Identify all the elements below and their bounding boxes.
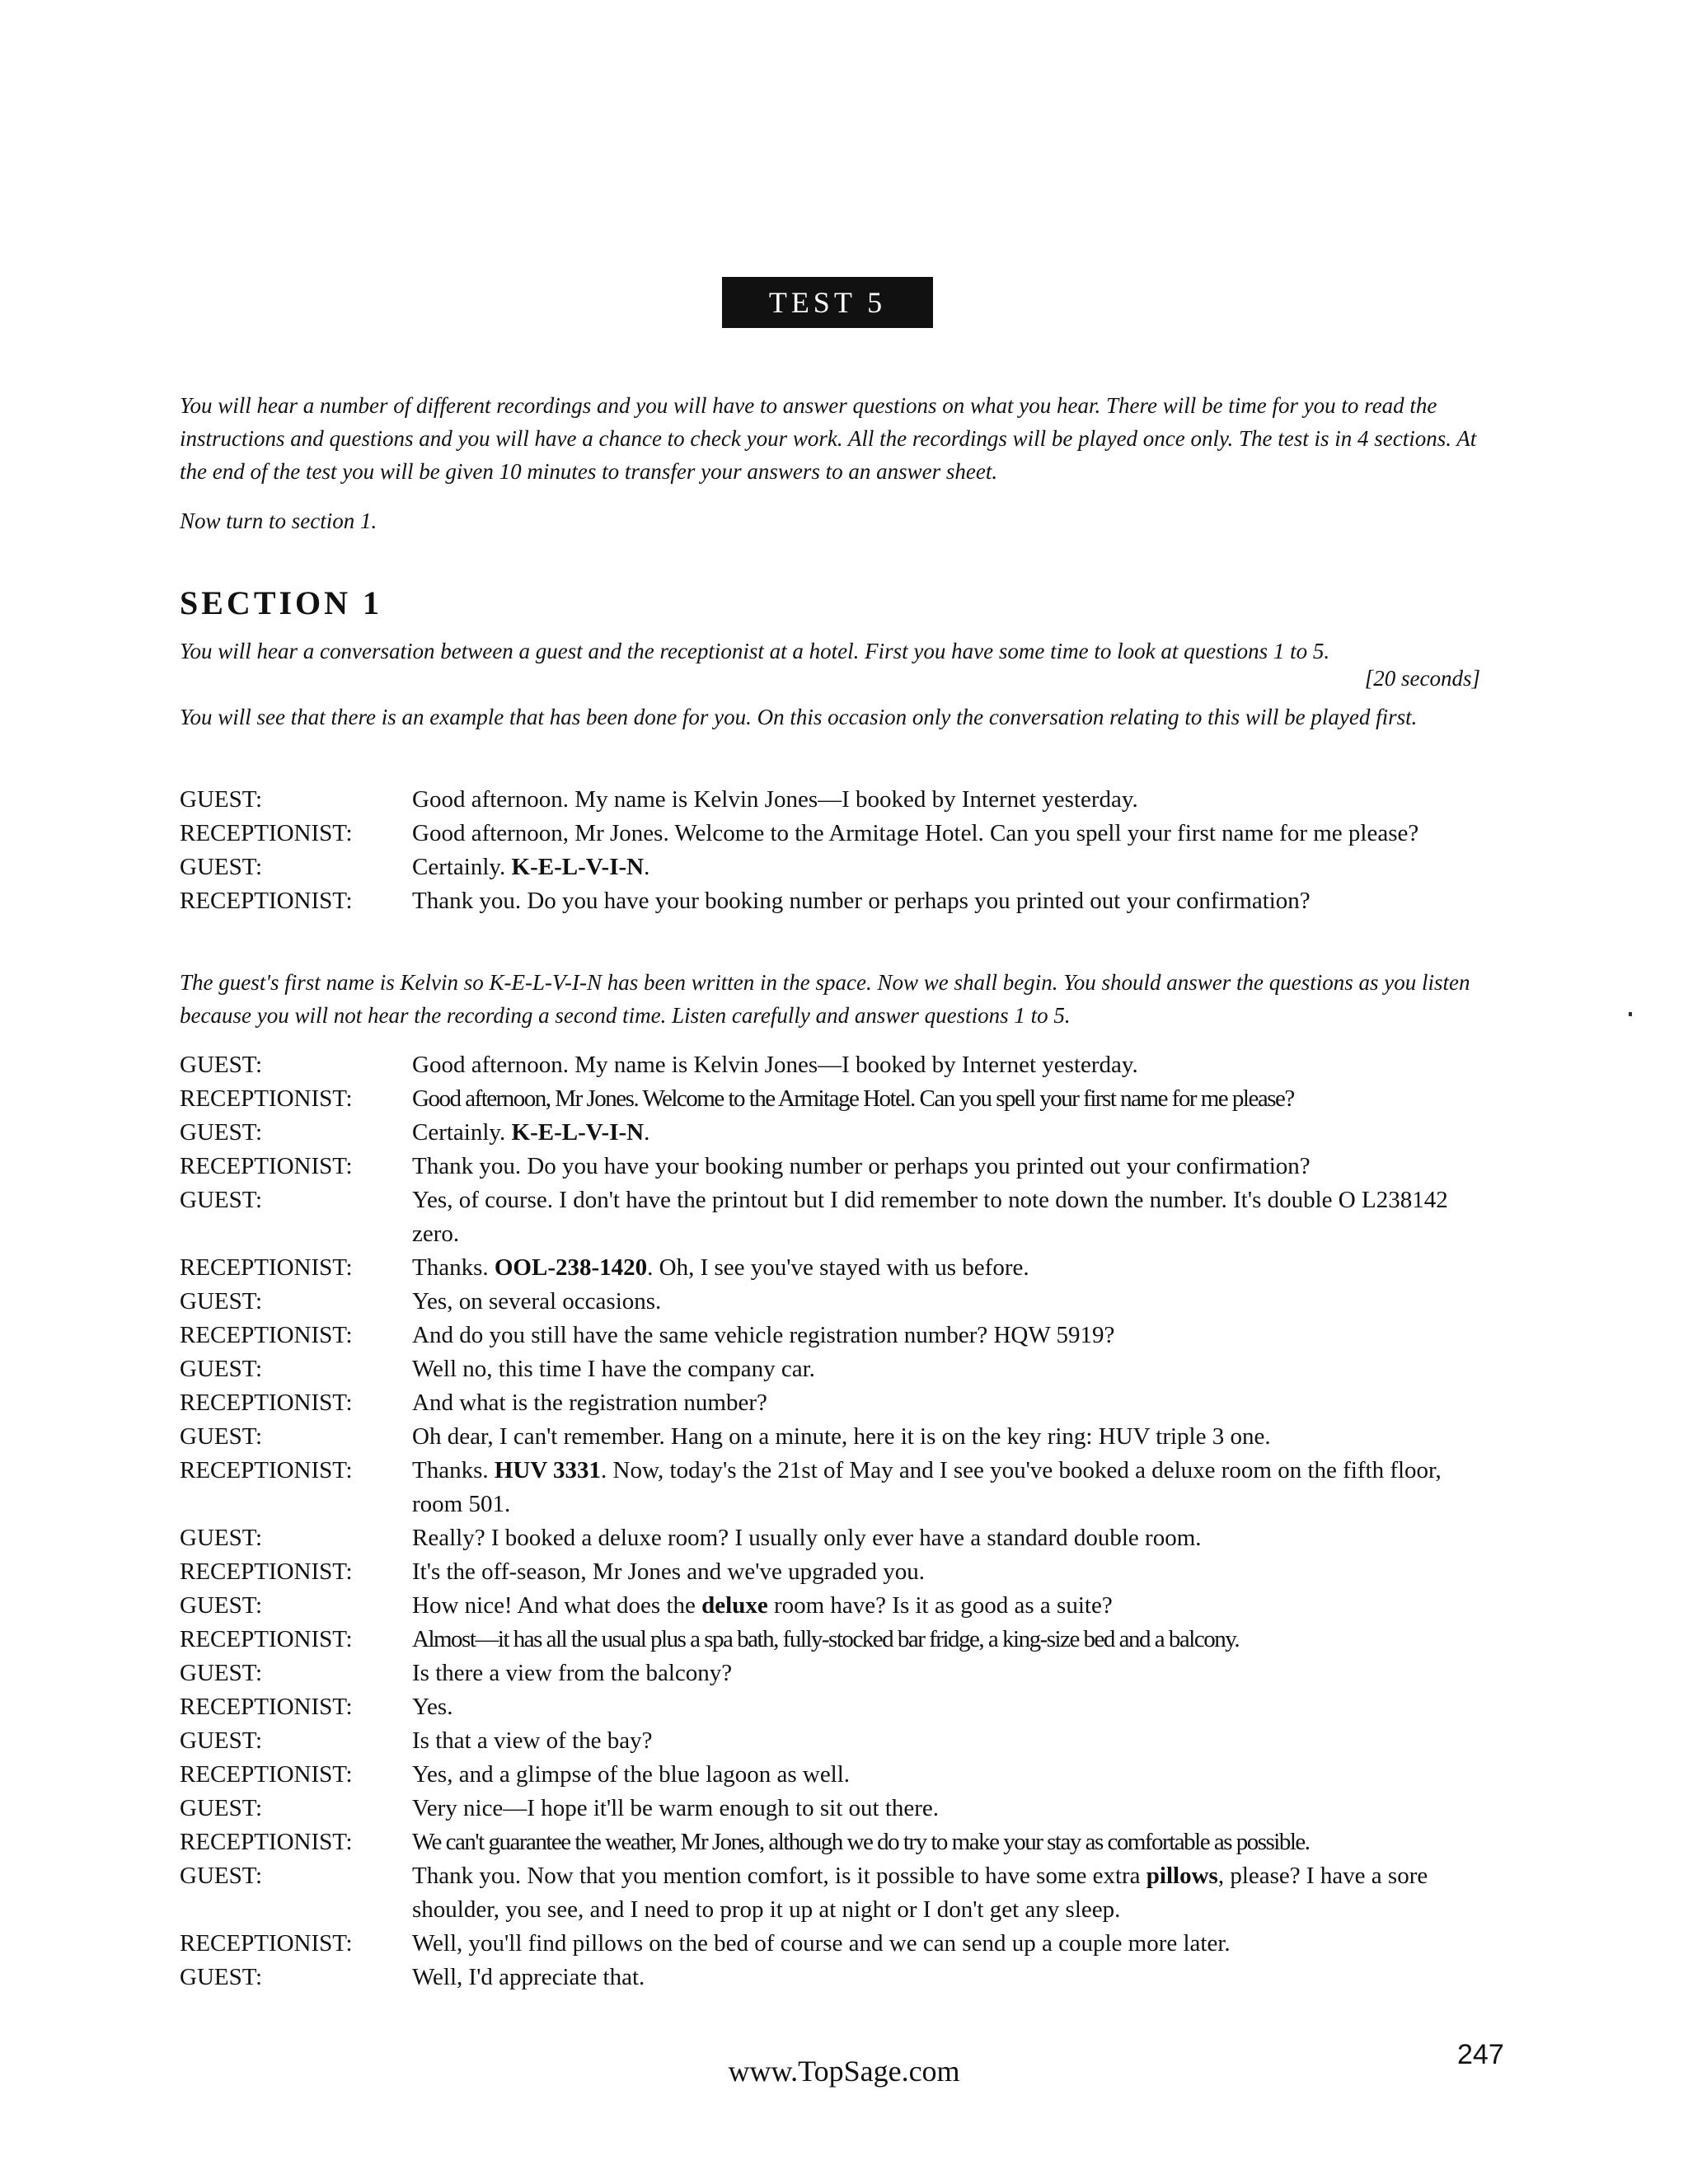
- dialogue-line: [180, 1521, 1494, 1555]
- speech-text: Good afternoon. My name is Kelvin Jones—I booked by Internet yesterday.: [412, 1052, 1138, 1078]
- speech-text: Good afternoon. My name is Kelvin Jones—I booked by Internet yesterday.: [412, 786, 1138, 813]
- speaker-label: GUEST:: [180, 1423, 263, 1450]
- begin-note: The guest's first name is Kelvin so K-E-L-V-I-N has been written in the space. Now we shall begin. You should answer the questions as you listen because you will not hear the recording a second time. Listen carefully and answer questions 1 to 5.: [180, 970, 1470, 1028]
- dialogue-line: [180, 1825, 1494, 1859]
- speaker-label: GUEST:: [180, 1592, 263, 1619]
- dialogue-line: [180, 1555, 1494, 1589]
- speech-text: Almost—it has all the usual plus a spa bath, fully-stocked bar fridge, a king-size bed and a balcony.: [412, 1626, 1240, 1652]
- dialogue-line: [180, 817, 1494, 851]
- speaker-label: GUEST:: [180, 1525, 263, 1551]
- speaker-label: RECEPTIONIST:: [180, 1829, 353, 1855]
- speaker-label: RECEPTIONIST:: [180, 888, 353, 914]
- dialogue-line: [180, 1927, 1494, 1961]
- speaker-label: GUEST:: [180, 1964, 263, 1990]
- dialogue-line: [180, 1116, 1494, 1150]
- speech-text: Thanks. OOL-238-1420. Oh, I see you've stayed with us before.: [412, 1254, 1029, 1281]
- speaker-label: RECEPTIONIST:: [180, 1254, 353, 1281]
- speech-text: Yes, and a glimpse of the blue lagoon as well.: [412, 1761, 851, 1788]
- speech-text: Very nice—I hope it'll be warm enough to sit out there.: [412, 1795, 940, 1821]
- dialogue-line: [180, 1420, 1494, 1454]
- speaker-label: GUEST:: [180, 1187, 263, 1213]
- speaker-label: GUEST:: [180, 1727, 263, 1754]
- dialogue-line: [180, 1589, 1494, 1623]
- speech-text: And what is the registration number?: [412, 1390, 767, 1416]
- speaker-label: GUEST:: [180, 1863, 263, 1889]
- speech-text: Is there a view from the balcony?: [412, 1660, 733, 1686]
- dialogue-line: [180, 1386, 1494, 1420]
- speech-text: It's the off-season, Mr Jones and we've upgraded you.: [412, 1558, 925, 1585]
- speech-text: Oh dear, I can't remember. Hang on a minute, here it is on the key ring: HUV triple 3 one.: [412, 1423, 1271, 1450]
- page-number: 247: [1457, 2039, 1504, 2070]
- speech-text: And do you still have the same vehicle registration number? HQW 5919?: [412, 1322, 1115, 1348]
- speech-text: Really? I booked a deluxe room? I usually only ever have a standard double room.: [412, 1525, 1202, 1551]
- speech-text: Thank you. Do you have your booking number or perhaps you printed out your confirmation?: [412, 1153, 1311, 1179]
- speech-text: Certainly. K-E-L-V-I-N.: [412, 854, 650, 880]
- speaker-label: RECEPTIONIST:: [180, 1457, 353, 1483]
- speaker-label: GUEST:: [180, 1356, 263, 1382]
- speaker-label: GUEST:: [180, 1795, 263, 1821]
- speech-text: We can't guarantee the weather, Mr Jones, although we do try to make your stay as comfortable as possible.: [412, 1829, 1310, 1855]
- dialogue-line: [180, 1183, 1494, 1251]
- dialogue-line: [180, 1082, 1494, 1116]
- dialogue-line: [180, 1150, 1494, 1183]
- answer-highlight: deluxe: [701, 1592, 768, 1619]
- footer-url: www.TopSage.com: [728, 2055, 960, 2088]
- answer-highlight: HUV 3331: [494, 1457, 602, 1483]
- speaker-label: RECEPTIONIST:: [180, 1761, 353, 1788]
- speech-text: Good afternoon, Mr Jones. Welcome to the Armitage Hotel. Can you spell your first name for me please?: [412, 1085, 1294, 1112]
- speaker-label: GUEST:: [180, 1660, 263, 1686]
- dialogue-line: [180, 1319, 1494, 1352]
- speech-text: Thank you. Do you have your booking number or perhaps you printed out your confirmation?: [412, 888, 1311, 914]
- test-title-banner: TEST 5: [722, 277, 933, 328]
- main-dialogue: [180, 1048, 1494, 1994]
- speech-text: Well, I'd appreciate that.: [412, 1964, 645, 1990]
- answer-highlight: OOL-238-1420: [494, 1254, 648, 1281]
- dialogue-line: [180, 1251, 1494, 1285]
- speaker-label: RECEPTIONIST:: [180, 1322, 353, 1348]
- speaker-label: GUEST:: [180, 1052, 263, 1078]
- dialogue-line: [180, 1623, 1494, 1657]
- dialogue-line: [180, 1961, 1494, 1994]
- intro-paragraph: You will hear a number of different recordings and you will have to answer questions on what you hear. There will be time for you to read the instructions and questions and you will have a chance to check your work. All the recordings will be played once only. The test is in 4 sections. At the end of the test you will be given 10 minutes to transfer your answers to an answer sheet.: [180, 393, 1477, 484]
- speech-text: Yes, of course. I don't have the printout but I did remember to note down the number. It's double O L238142 zero.: [412, 1187, 1448, 1247]
- speech-text: Yes, on several occasions.: [412, 1288, 662, 1315]
- speech-text: Well, you'll find pillows on the bed of course and we can send up a couple more later.: [412, 1930, 1231, 1957]
- speech-text: Thanks. HUV 3331. Now, today's the 21st of May and I see you've booked a deluxe room on the fifth floor, room 501.: [412, 1457, 1442, 1517]
- speaker-label: GUEST:: [180, 854, 263, 880]
- dialogue-line: [180, 1285, 1494, 1319]
- speech-text: Is that a view of the bay?: [412, 1727, 653, 1754]
- speaker-label: RECEPTIONIST:: [180, 820, 353, 846]
- dialogue-line: [180, 884, 1494, 918]
- section-instruction: You will hear a conversation between a guest and the receptionist at a hotel. First you have some time to look at questions 1 to 5.: [180, 639, 1330, 663]
- dialogue-line: [180, 1859, 1494, 1927]
- speaker-label: GUEST:: [180, 1119, 263, 1146]
- speaker-label: RECEPTIONIST:: [180, 1085, 353, 1112]
- speech-text: Certainly. K-E-L-V-I-N.: [412, 1119, 650, 1146]
- dialogue-line: [180, 1758, 1494, 1792]
- dialogue-line: [180, 783, 1494, 817]
- answer-highlight: pillows: [1146, 1863, 1218, 1889]
- dialogue-line: [180, 1690, 1494, 1724]
- dialogue-line: [180, 1657, 1494, 1690]
- speaker-label: RECEPTIONIST:: [180, 1694, 353, 1720]
- speech-text: How nice! And what does the deluxe room have? Is it as good as a suite?: [412, 1592, 1113, 1619]
- example-note: You will see that there is an example that has been done for you. On this occasion only the conversation relating to this will be played first.: [180, 705, 1418, 729]
- speech-text: Good afternoon, Mr Jones. Welcome to the Armitage Hotel. Can you spell your first name for me please?: [412, 820, 1419, 846]
- section-heading: SECTION 1: [180, 584, 383, 621]
- speaker-label: GUEST:: [180, 1288, 263, 1315]
- speaker-label: RECEPTIONIST:: [180, 1930, 353, 1957]
- speech-text: Yes.: [412, 1694, 453, 1720]
- dialogue-line: [180, 1454, 1494, 1521]
- speech-text: Thank you. Now that you mention comfort, is it possible to have some extra pillows, please? I have a sore shoulder, you see, and I need to prop it up at night or I don't get any sleep.: [412, 1863, 1428, 1923]
- speech-text: Well no, this time I have the company car.: [412, 1356, 815, 1382]
- speaker-label: RECEPTIONIST:: [180, 1153, 353, 1179]
- turn-instruction: Now turn to section 1.: [180, 509, 377, 533]
- speaker-label: RECEPTIONIST:: [180, 1626, 353, 1652]
- dialogue-line: [180, 1792, 1494, 1825]
- dialogue-line: [180, 1048, 1494, 1082]
- timing-note: [20 seconds]: [1364, 666, 1480, 691]
- speaker-label: GUEST:: [180, 786, 263, 813]
- speaker-label: RECEPTIONIST:: [180, 1558, 353, 1585]
- dialogue-line: [180, 851, 1494, 884]
- answer-highlight: K-E-L-V-I-N: [511, 854, 645, 880]
- speaker-label: RECEPTIONIST:: [180, 1390, 353, 1416]
- dialogue-line: [180, 1352, 1494, 1386]
- answer-highlight: K-E-L-V-I-N: [511, 1119, 645, 1146]
- example-dialogue: [180, 783, 1494, 918]
- dialogue-line: [180, 1724, 1494, 1758]
- scan-speck: [1629, 1012, 1632, 1016]
